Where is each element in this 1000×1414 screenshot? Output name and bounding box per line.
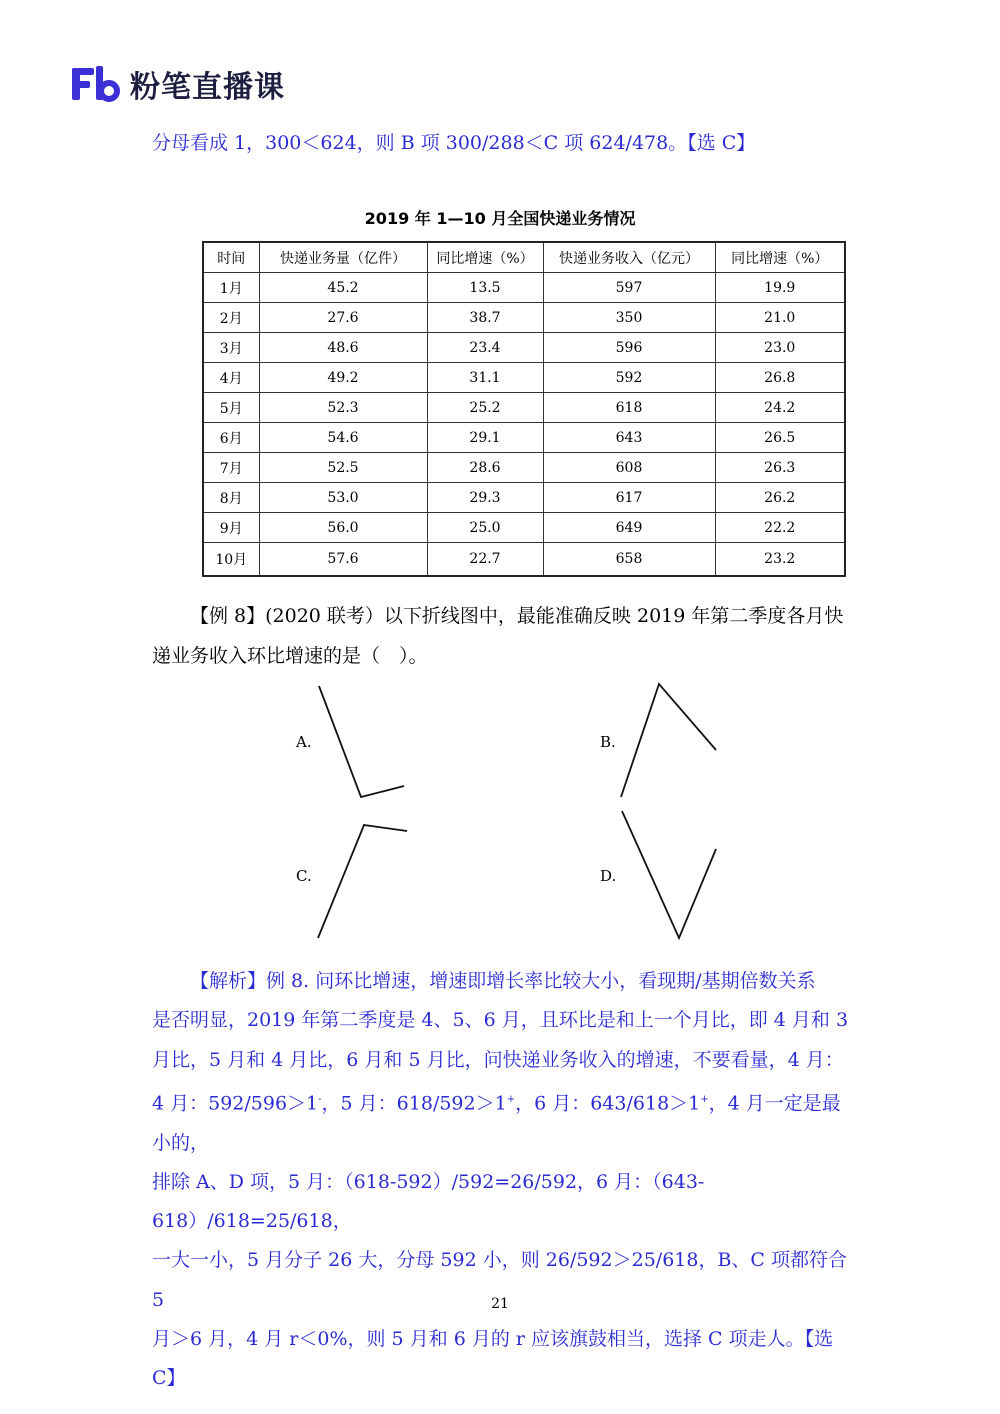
table-cell: 29.1 xyxy=(427,423,543,453)
table-cell: 9月 xyxy=(203,513,259,543)
table-cell: 597 xyxy=(543,273,715,303)
analysis-line: 一大一小，5 月分子 26 大，分母 592 小，则 26/592＞25/618，B、C 项都符合 5 xyxy=(152,1249,847,1311)
table-cell: 4月 xyxy=(203,363,259,393)
table-cell: 53.0 xyxy=(259,483,427,513)
page-number: 21 xyxy=(491,1296,509,1312)
table-cell: 19.9 xyxy=(715,273,845,303)
table-cell: 57.6 xyxy=(259,543,427,577)
option-a-label[interactable]: A. xyxy=(296,733,312,751)
table-cell: 25.2 xyxy=(427,393,543,423)
table-cell: 8月 xyxy=(203,483,259,513)
superscript: - xyxy=(318,1093,322,1105)
header-cell: 快递业务量（亿件） xyxy=(259,242,427,273)
analysis-text xyxy=(152,962,852,1399)
table-cell: 21.0 xyxy=(715,303,845,333)
question-line: 递业务收入环比增速的是（ ）。 xyxy=(152,645,428,667)
option-c-polyline[interactable] xyxy=(318,825,407,938)
table-cell: 7月 xyxy=(203,453,259,483)
table-cell: 596 xyxy=(543,333,715,363)
table-cell: 56.0 xyxy=(259,513,427,543)
analysis-line: 月＞6 月，4 月 r＜0%，则 5 月和 6 月的 r 应该旗鼓相当，选择 C 项走人。【选 C】 xyxy=(152,1328,834,1390)
table-cell: 617 xyxy=(543,483,715,513)
option-b-polyline[interactable] xyxy=(621,684,716,797)
table-cell: 1月 xyxy=(203,273,259,303)
table-cell: 350 xyxy=(543,303,715,333)
previous-answer: 分母看成 1，300＜624，则 B 项 300/288＜C 项 624/478。【选 C】 xyxy=(152,132,756,154)
analysis-line: 月比，5 月和 4 月比，6 月和 5 月比，问快递业务收入的增速，不要看量，4 月： xyxy=(152,1048,844,1071)
analysis-fragment: 4 月：592/596＞1 xyxy=(152,1092,319,1115)
table-cell: 22.2 xyxy=(715,513,845,543)
table-cell: 29.3 xyxy=(427,483,543,513)
table-cell: 45.2 xyxy=(259,273,427,303)
table-cell: 26.8 xyxy=(715,363,845,393)
table-cell: 49.2 xyxy=(259,363,427,393)
table-cell: 5月 xyxy=(203,393,259,423)
table-cell: 22.7 xyxy=(427,543,543,577)
table-cell: 10月 xyxy=(203,543,259,577)
table-cell: 27.6 xyxy=(259,303,427,333)
table-cell: 3月 xyxy=(203,333,259,363)
table-cell: 23.0 xyxy=(715,333,845,363)
table-title: 2019 年 1—10 月全国快递业务情况 xyxy=(364,209,636,228)
table-cell: 649 xyxy=(543,513,715,543)
table-cell: 2月 xyxy=(203,303,259,333)
analysis-line: 排除 A、D 项，5 月：（618-592）/592=26/592，6 月：（643-618）/618=25/618， xyxy=(152,1170,705,1233)
option-a-polyline[interactable] xyxy=(319,686,404,797)
header-cell: 时间 xyxy=(203,242,259,273)
table-cell: 31.1 xyxy=(427,363,543,393)
table-cell: 54.6 xyxy=(259,423,427,453)
header-cell: 同比增速（%） xyxy=(427,242,543,273)
table-cell: 52.5 xyxy=(259,453,427,483)
table-cell: 25.0 xyxy=(427,513,543,543)
table-cell: 26.3 xyxy=(715,453,845,483)
analysis-line xyxy=(152,1080,852,1163)
analysis-fragment: ，5 月：618/592＞1 xyxy=(321,1092,507,1115)
option-b-label[interactable]: B. xyxy=(600,733,616,751)
brand-name: 粉笔直播课 xyxy=(130,70,285,105)
table-cell: 52.3 xyxy=(259,393,427,423)
table-cell: 26.2 xyxy=(715,483,845,513)
header-cell: 快递业务收入（亿元） xyxy=(543,242,715,273)
table-cell: 13.5 xyxy=(427,273,543,303)
question-line: 【例 8】(2020 联考）以下折线图中，最能准确反映 2019 年第二季度各月快 xyxy=(190,605,844,627)
analysis-line: 是否明显，2019 年第二季度是 4、5、6 月，且环比是和上一个月比，即 4 月和 3 xyxy=(152,1009,849,1032)
table-cell: 608 xyxy=(543,453,715,483)
table-cell: 48.6 xyxy=(259,333,427,363)
table-cell: 643 xyxy=(543,423,715,453)
table-cell: 23.2 xyxy=(715,543,845,577)
option-d-polyline[interactable] xyxy=(622,811,716,938)
table-cell: 26.5 xyxy=(715,423,845,453)
table-cell: 24.2 xyxy=(715,393,845,423)
analysis-fragment: ，4 月一定是最小的， xyxy=(152,1092,841,1154)
table-cell: 38.7 xyxy=(427,303,543,333)
analysis-fragment: ，6 月：643/618＞1 xyxy=(515,1092,701,1115)
option-c-label[interactable]: C. xyxy=(296,867,312,885)
option-d-label[interactable]: D. xyxy=(600,867,617,885)
table-cell: 6月 xyxy=(203,423,259,453)
analysis-line: 【解析】例 8. 问环比增速，增速即增长率比较大小，看现期/基期倍数关系 xyxy=(190,970,816,992)
table-cell: 658 xyxy=(543,543,715,577)
table-cell: 28.6 xyxy=(427,453,543,483)
superscript: + xyxy=(506,1093,516,1105)
table-cell: 592 xyxy=(543,363,715,393)
header-cell: 同比增速（%） xyxy=(715,242,845,273)
table-cell: 23.4 xyxy=(427,333,543,363)
table-cell: 618 xyxy=(543,393,715,423)
superscript: + xyxy=(700,1093,709,1105)
